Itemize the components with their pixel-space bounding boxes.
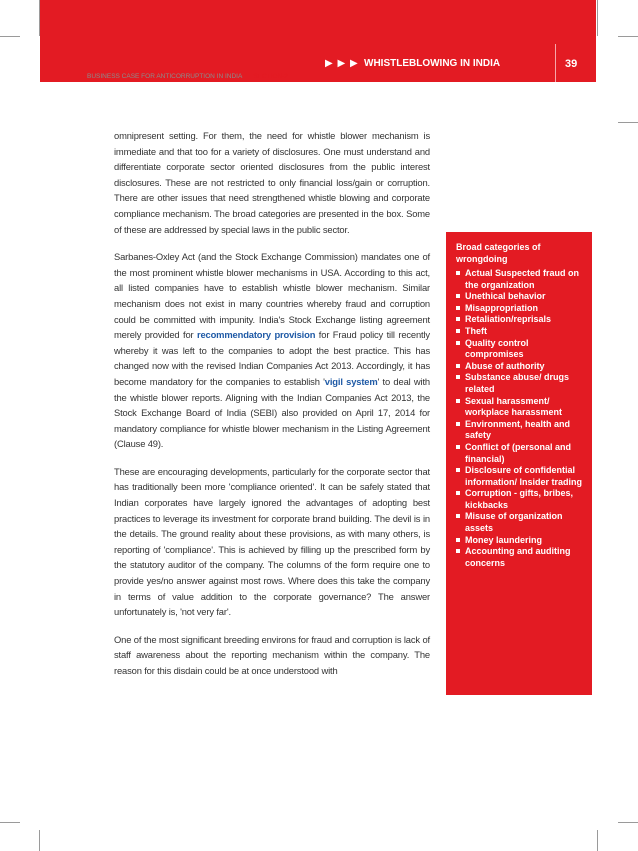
category-item: Disclosure of confidential information/ Insider trading — [456, 465, 588, 488]
paragraph-4: One of the most significant breeding environs for fraud and corruption is lack of staff awareness about the reporting mechanism within the company. The reason for this disdain could be at once understood with — [114, 633, 430, 676]
category-item: Quality control compromises — [456, 338, 588, 361]
crop-mark-top-left-h — [0, 36, 20, 37]
category-item: Retaliation/reprisals — [456, 314, 588, 326]
categories-list — [456, 268, 588, 569]
breadcrumb-section: SECTION-2 — [253, 73, 288, 80]
breadcrumb-title: BUSINESS CASE FOR ANTICORRUPTION IN INDIA — [87, 73, 243, 80]
breadcrumb — [87, 72, 288, 84]
paragraph-3: These are encouraging developments, particularly for the corporate sector that has traditionally been more 'compliance oriented'. It can be safely stated that Indian corporates have largely ignored the advantages of adopting best practices to leverage its investment for corporate brand building. The devil is in the details. The ground reality about these provisions, as with many others, is reporting of 'compliance'. This is achieved by filling up the prescribed form by the statutory auditor of the company. The columns of the form require one to provide yes/no answer against most rows. Where does this take the company in terms of value addition to the corporate governance? The answer unfortunately is, 'not very far'. — [114, 465, 430, 618]
crop-mark-top-right-h — [618, 36, 638, 37]
crop-mark-top-right — [597, 0, 598, 36]
category-item: Substance abuse/ drugs related — [456, 372, 588, 395]
category-item: Misappropriation — [456, 303, 588, 315]
category-item: Theft — [456, 326, 588, 338]
category-item: Abuse of authority — [456, 361, 588, 373]
chapter-title: WHISTLEBLOWING IN INDIA — [364, 58, 501, 69]
sidebar-title: Broad categories of wrongdoing — [456, 242, 541, 264]
paragraph-1: omnipresent setting. For them, the need for whistle blower mechanism is immediate and that too for a variety of disclosures. One must understand and differentiate corporate sector oriented disclosures from the public interest disclosures. These are not restricted to only financial loss/gain or corruption. There are other issues that need strengthened whistle blowing and corporate compliance mechanism. The broad categories are presented in the box. Some of these are addressed by special laws in the public sector. — [114, 130, 430, 235]
category-item: Accounting and auditing concerns — [456, 546, 588, 569]
category-item: Misuse of organization assets — [456, 511, 588, 534]
categories-sidebar-box — [446, 232, 592, 695]
category-item: Unethical behavior — [456, 291, 588, 303]
crop-mark-bottom-right — [618, 822, 638, 823]
category-item: Actual Suspected fraud on the organization — [456, 268, 588, 291]
header-divider — [555, 44, 556, 82]
main-text-column — [114, 128, 430, 691]
category-item: Conflict of (personal and financial) — [456, 442, 588, 465]
crop-mark-mid-right — [618, 122, 638, 123]
paragraph-2-part-b: for Fraud policy till recently whereby it was left to the companies to adopt the best practice. This has changed now with the revised Indian Companies Act 2013. Accordingly, it has become mandatory for the companies to establish ' — [114, 329, 430, 387]
category-item: Money laundering — [456, 535, 588, 547]
paragraph-2-part-c: ' to deal with the whistle blower reports. Aligning with the Indian Companies Act 2013, the Stock Exchange Board of India (SEBI) also provided on April 17, 2014 for mandatory compliance for whistle blower mechanism in the Listing Agreement (Clause 49). — [114, 375, 430, 450]
breadcrumb-separator — [246, 72, 249, 79]
recommendatory-provision-link[interactable]: recommendatory provision — [196, 329, 316, 341]
category-item: Sexual harassment/ workplace harassment — [456, 396, 588, 419]
crop-mark-top-left — [39, 0, 40, 36]
paragraph-2 — [114, 249, 430, 452]
header-chevrons: ▶ ▶ ▶ — [325, 58, 359, 69]
paragraph-2-part-a: Sarbanes-Oxley Act (and the Stock Exchange Commission) mandates one of the most prominent whistle blower mechanisms in USA. According to this act, all listed companies have to establish whistle blower mechanism. Similar mechanism does not exist in many countries whereby fraud and corruption could be committed with impunity. India's Stock Exchange listing agreement merely provided for — [114, 251, 430, 341]
crop-mark-bottom-left — [0, 822, 20, 823]
page-number: 39 — [565, 58, 578, 70]
category-item: Corruption - gifts, bribes, kickbacks — [456, 488, 588, 511]
header-band-content — [40, 0, 596, 82]
category-item: Environment, health and safety — [456, 419, 588, 442]
vigil-system-link[interactable]: vigil system — [324, 375, 378, 387]
crop-mark-bottom-right-v — [597, 830, 598, 851]
crop-mark-bottom-left-v — [39, 830, 40, 851]
